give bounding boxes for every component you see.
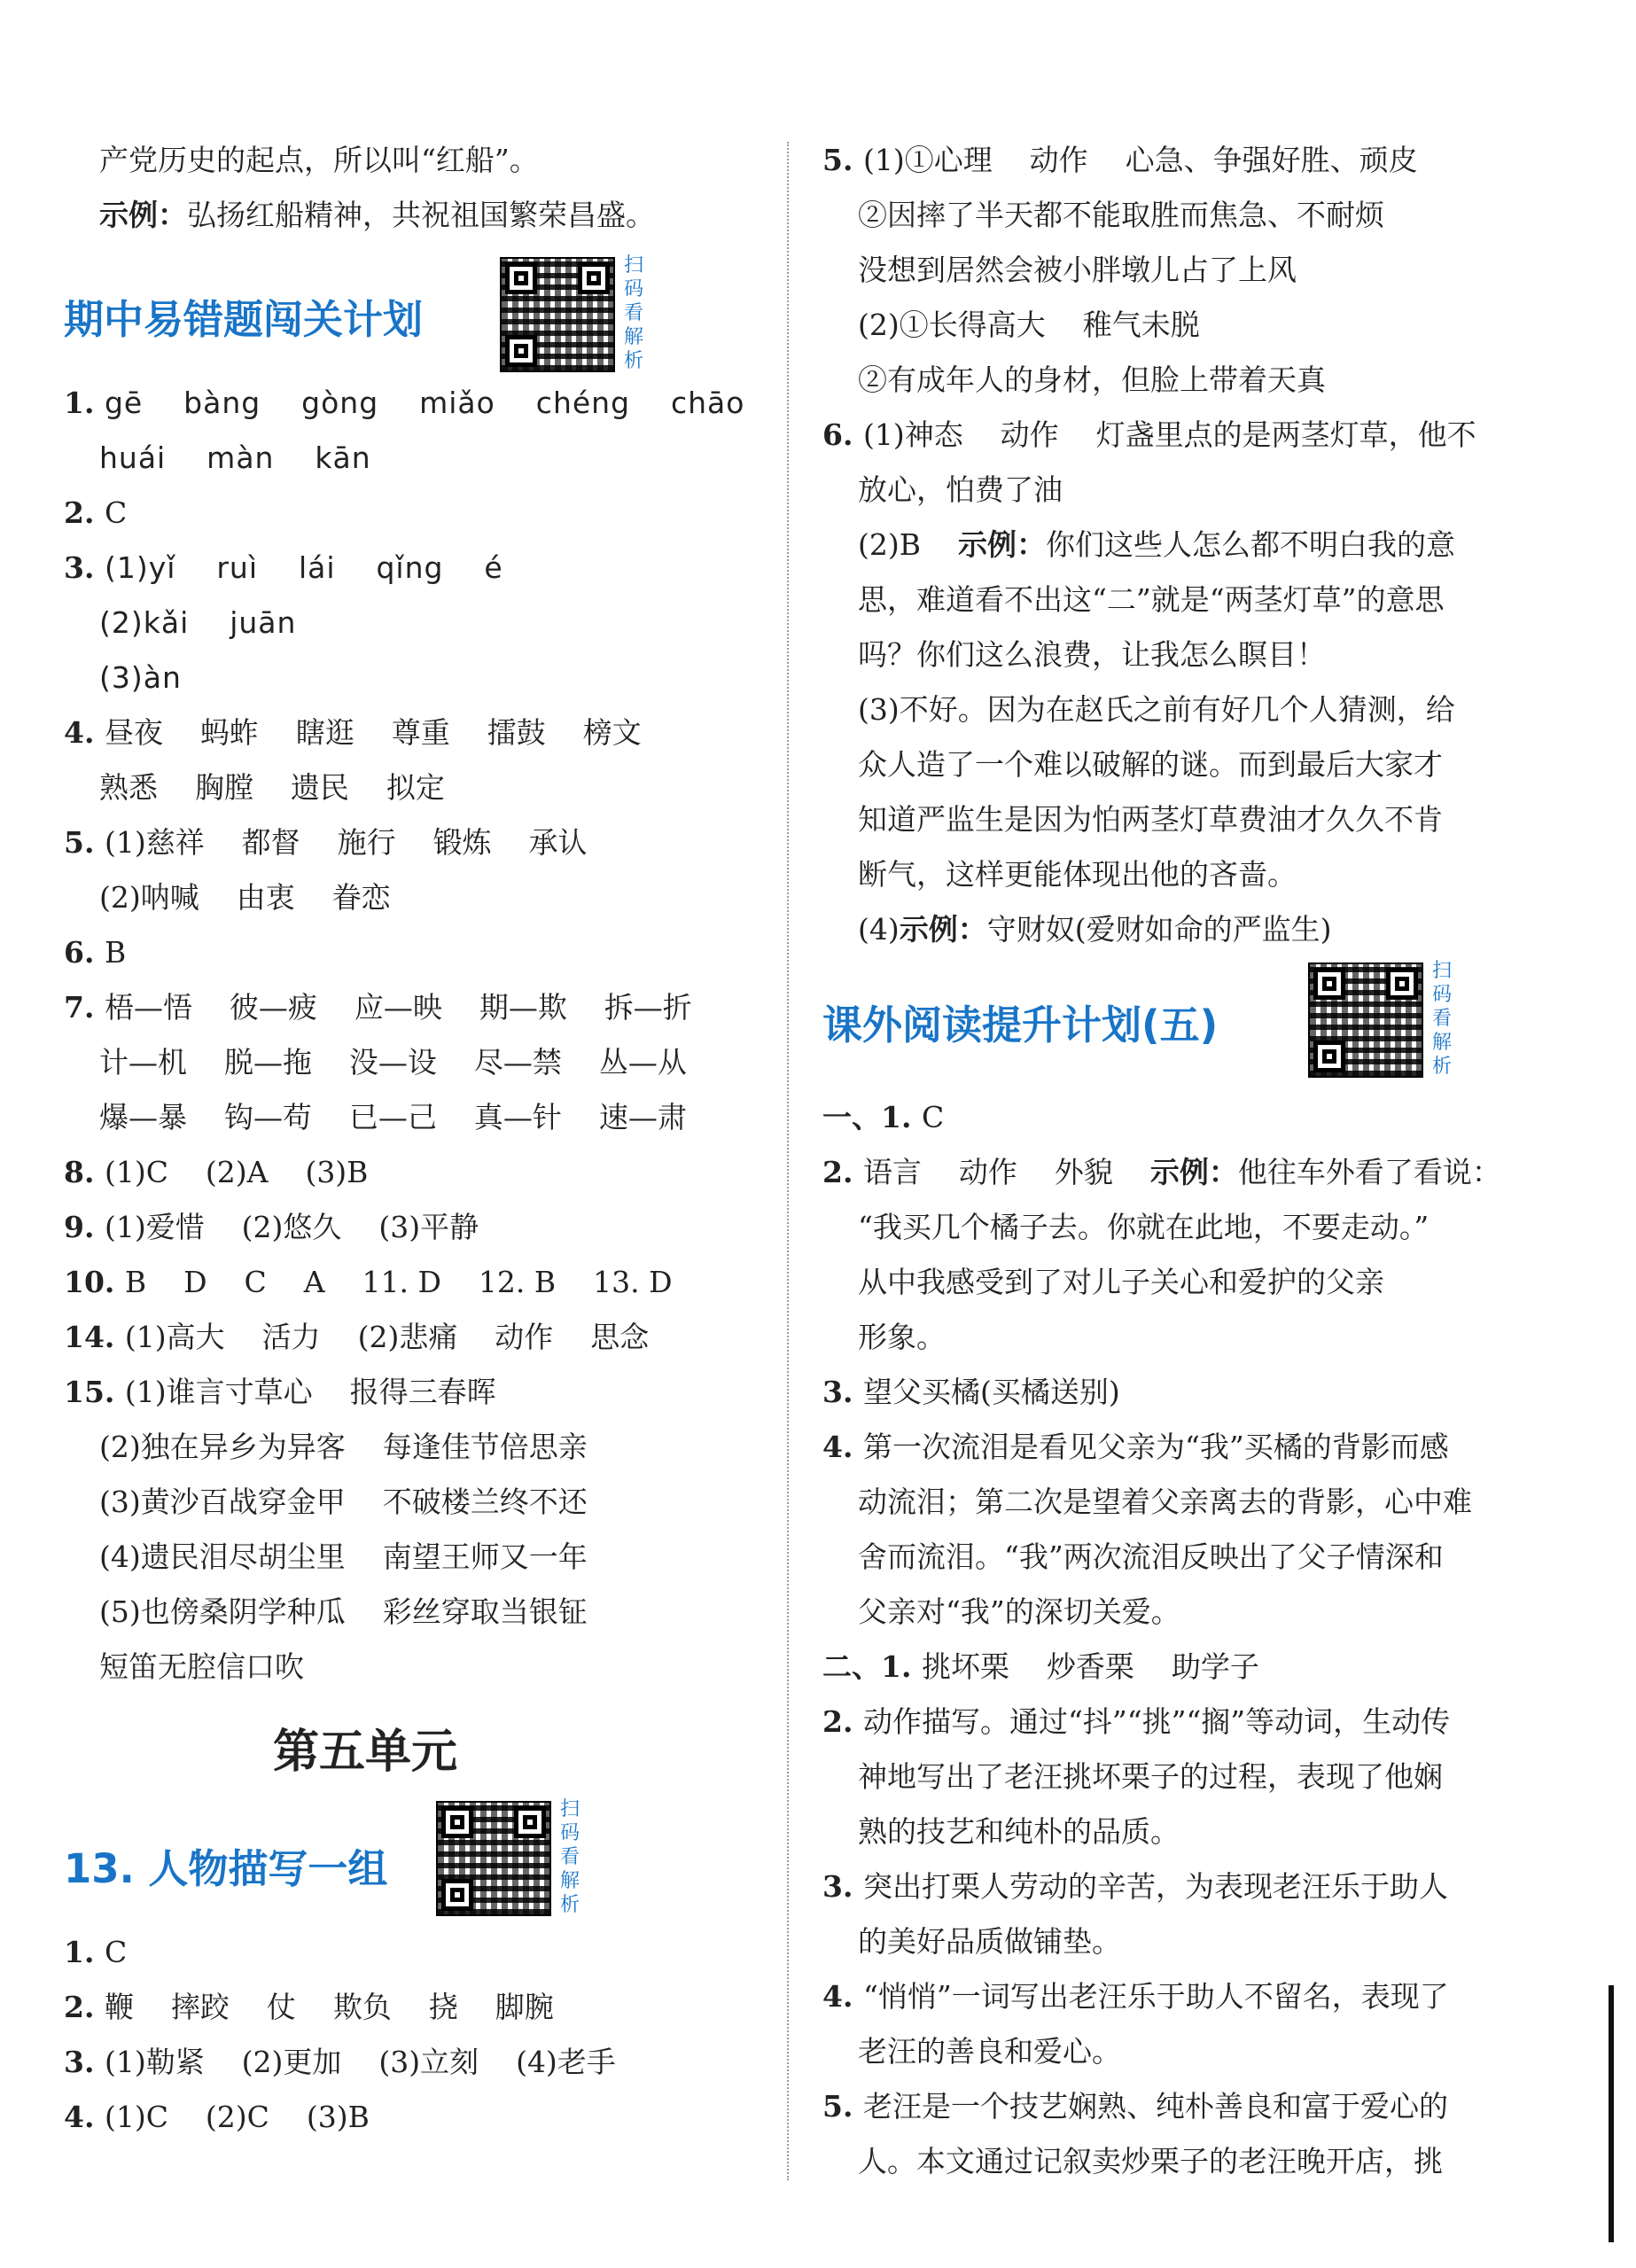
answer-text: gē bàng gòng miǎo chéng chāo [104,386,745,420]
question-number: 3. [64,550,105,585]
scan-label-char: 析 [560,1894,580,1916]
answer-text: ②因摔了半天都不能取胜而焦急、不耐烦 [858,198,1384,232]
answer-text: 昼夜 蚂蚱 瞎逛 尊重 擂鼓 榜文 [104,715,642,750]
answer-line [822,737,1523,792]
answer-text: (3)àn [99,660,182,695]
answer-line [822,1969,1523,2024]
answer-text: 父亲对“我”的深切关爱。 [858,1594,1180,1629]
reading-answers [822,1090,1523,2189]
answer-text: (3)黄沙百战穿金甲 不破楼兰终不还 [99,1485,588,1519]
question-number: 4. [64,2100,105,2134]
answer-text: 舍而流泪。“我”两次流泪反映出了父子情深和 [858,1539,1444,1574]
question-number: 6. [822,417,863,452]
answer-line [822,1530,1523,1585]
scan-label-char: 看 [624,302,644,324]
answer-line [64,651,773,705]
answer-line [822,847,1523,902]
answer-text: 思，难道看不出这“二”就是“两茎灯草”的意思 [858,582,1445,617]
answer-text: B D C A 11. D 12. B 13. D [124,1265,673,1299]
answer-text: 梧—悟 彼—疲 应—映 期—欺 拆—折 [104,990,692,1025]
lesson13-answers [64,1925,773,2145]
answer-text: 望父买橘(买橘送别) [862,1375,1120,1409]
answer-text: 老汪是一个技艺娴熟、纯朴善良和富于爱心的 [862,2089,1448,2124]
answer-text: 形象。 [858,1320,946,1354]
question-number: 2. [64,495,105,530]
answer-text: (2)B [858,527,958,562]
answer-text: 断气，这样更能体现出他的吝啬。 [858,857,1297,892]
left-column [64,133,773,2145]
answer-line [822,408,1523,463]
section-title-midterm: 期中易错题闯关计划 [64,296,424,343]
scan-label-char: 看 [560,1846,580,1868]
midterm-answers [64,376,773,1695]
answer-text: 突出打栗人劳动的辛苦，为表现老汪乐于助人 [862,1869,1448,1904]
section-lesson13-header [64,1798,773,1925]
answer-line [64,1530,773,1585]
answer-text: 第一次流泪是看见父亲为“我”买橘的背影而感 [862,1430,1449,1464]
answer-line [64,1035,773,1090]
answer-line [64,1420,773,1475]
question-number: 3. [64,2045,105,2079]
answer-text: 知道严监生是因为怕两茎灯草费油才久久不肯 [858,802,1443,837]
intro-example-line [64,188,773,243]
answer-line [822,353,1523,408]
question-number: 5. [822,2089,863,2124]
qr-code-icon[interactable] [500,257,615,372]
answer-text: (1)高大 活力 (2)悲痛 动作 思念 [124,1320,650,1354]
scan-label [624,253,647,373]
qr-code-icon[interactable] [436,1801,551,1916]
answer-text: 吗？你们这么浪费，让我怎么瞑目！ [858,637,1326,672]
example-text: 你们这些人怎么都不明白我的意 [1045,527,1455,562]
scan-label-char: 扫 [1432,960,1453,982]
scan-label-char: 扫 [624,254,644,277]
answer-text: 语言 动作 外貌 [862,1155,1150,1189]
question-number: 5. [64,825,105,860]
question-number: 4. [64,715,105,750]
section-title-lesson13: 13. 人物描写一组 [64,1845,388,1892]
example-label: 示例： [1149,1155,1238,1189]
answer-text: (1)勒紧 (2)更加 (3)立刻 (4)老手 [104,2045,616,2079]
answer-line [64,980,773,1035]
answer-text: 从中我感受到了对儿子关心和爱护的父亲 [858,1265,1384,1299]
example-text: 弘扬红船精神，共祝祖国繁荣昌盛。 [187,198,655,232]
answer-line [64,1090,773,1145]
scan-label-char: 扫 [560,1798,580,1820]
scan-label-char: 解 [560,1870,580,1892]
answer-line [822,1090,1523,1145]
answer-text: (2)①长得高大 稚气未脱 [858,308,1200,342]
answer-line [822,243,1523,298]
answer-text: 短笛无腔信口吹 [99,1649,304,1684]
question-number: 2. [64,1990,105,2024]
answer-line [822,298,1523,353]
answer-line [822,1475,1523,1530]
answer-line [64,1255,773,1310]
question-number: 6. [64,935,105,970]
example-text: 守财奴(爱财如命的严监生) [986,912,1332,947]
answer-line [64,2090,773,2145]
answer-line [64,1145,773,1200]
answer-text: 计—机 脱—拖 没—设 尽—禁 丛—从 [99,1045,687,1079]
answer-text: C [104,1935,128,1969]
answer-line [822,1804,1523,1859]
answer-line [822,1695,1523,1750]
answer-text: (2)独在异乡为异客 每逢佳节倍思亲 [99,1430,588,1464]
answer-line [64,1980,773,2035]
answer-line [64,815,773,870]
answer-line [822,1585,1523,1640]
example-label: 示例： [99,198,187,232]
answer-text: (1)C (2)C (3)B [104,2100,370,2134]
answer-line [64,1925,773,1980]
answer-line [64,596,773,651]
intro-line: 产党历史的起点，所以叫“红船”。 [99,143,539,177]
answer-text: 动流泪；第二次是望着父亲离去的背影，心中难 [858,1485,1472,1519]
question-number: 8. [64,1155,105,1189]
answer-text: 放心，怕费了油 [858,472,1063,507]
scan-label [1432,959,1455,1079]
right-column [822,133,1523,2189]
answer-text: (1)①心理 动作 心急、争强好胜、顽皮 [862,143,1418,177]
question-number: 10. [64,1265,125,1299]
answer-line [822,682,1523,737]
answer-text: (4) [858,912,900,947]
answer-line [64,1365,773,1420]
answer-line [64,1585,773,1640]
answer-text: 没想到居然会被小胖墩儿占了上风 [858,253,1297,287]
question-number: 1. [64,1935,105,1969]
answer-line [822,1255,1523,1310]
answer-text: “悄悄”一词写出老汪乐于助人不留名，表现了 [862,1979,1449,2014]
scan-label-char: 析 [624,350,644,372]
scan-label-char: 看 [1432,1008,1453,1030]
answer-text: (3)不好。因为在赵氏之前有好几个人猜测，给 [858,692,1455,727]
scan-label-char: 码 [560,1822,580,1844]
answer-text: 爆—暴 钩—苟 已—己 真—针 速—肃 [99,1100,687,1134]
answer-text: (1)yǐ ruì lái qǐng é [104,550,503,585]
answer-text: 鞭 摔跤 仗 欺负 挠 脚腕 [104,1990,554,2024]
answer-line [64,1475,773,1530]
answer-text: (2)kǎi juān [99,605,297,640]
answer-text: 熟悉 胸膛 遗民 拟定 [99,770,445,805]
answer-line [64,1640,773,1695]
answer-line [822,1914,1523,1969]
answer-line [64,376,773,431]
answer-line [64,2035,773,2090]
column-divider [787,142,789,2180]
answer-line [822,1200,1523,1255]
scan-label-char: 解 [624,326,644,348]
answer-text: 人。本文通过记叙卖炒栗子的老汪晚开店，挑 [858,2144,1443,2178]
answer-line [64,1310,773,1365]
question-number: 2. [822,1704,863,1739]
answer-text: “我买几个橘子去。你就在此地，不要走动。” [858,1210,1430,1244]
answer-line [822,2134,1523,2189]
answer-text: 老汪的善良和爱心。 [858,2034,1121,2069]
answer-line [822,902,1523,957]
answer-text: 众人造了一个难以破解的谜。而到最后大家才 [858,747,1443,782]
answer-line [64,486,773,541]
answer-line [822,627,1523,682]
section-reading-header [822,957,1523,1090]
scan-label [560,1797,583,1917]
answer-line [64,541,773,596]
answer-text: B [104,935,127,970]
question-number: 4. [822,1979,863,2014]
answer-text: (1)爱惜 (2)悠久 (3)平静 [104,1210,479,1244]
question-number: 9. [64,1210,105,1244]
answer-text: C [104,495,128,530]
answer-line [822,188,1523,243]
answer-line [822,1859,1523,1914]
question-number: 4. [822,1430,863,1464]
question-number: 3. [822,1869,863,1904]
answer-text: ②有成年人的身材，但脸上带着天真 [858,362,1326,397]
question-number: 5. [822,143,863,177]
question-number: 二、1. [822,1649,922,1684]
answer-line [822,133,1523,188]
answer-line [822,792,1523,847]
answer-text: (2)呐喊 由衷 眷恋 [99,880,391,915]
example-label: 示例： [899,912,987,947]
answer-text: 挑坏栗 炒香栗 助学子 [921,1649,1259,1684]
unit-title: 第五单元 [272,1725,457,1779]
question-number: 15. [64,1375,125,1409]
answer-line [822,1365,1523,1420]
answer-line [822,1310,1523,1365]
question-number: 1. [64,386,105,420]
scan-label-char: 解 [1432,1032,1453,1054]
scan-label-char: 码 [1432,984,1453,1006]
answer-line [64,925,773,980]
lesson13-answers-continued [822,133,1523,957]
question-number: 7. [64,990,105,1025]
answer-line [64,431,773,486]
scan-label-char: 析 [1432,1056,1453,1078]
question-number: 3. [822,1375,863,1409]
answer-text: C [921,1100,945,1134]
answer-text: (4)遗民泪尽胡尘里 南望王师又一年 [99,1539,588,1574]
answer-line [64,760,773,815]
answer-line [822,2024,1523,2079]
question-number: 2. [822,1155,863,1189]
answer-line [822,1750,1523,1804]
example-text: 他往车外看了看说： [1237,1155,1501,1189]
answer-text: (1)谁言寸草心 报得三春晖 [124,1375,496,1409]
answer-text: (1)神态 动作 灯盏里点的是两茎灯草，他不 [862,417,1476,452]
answer-line [822,1145,1523,1200]
answer-text: (1)慈祥 都督 施行 锻炼 承认 [104,825,588,860]
section-title-reading: 课外阅读提升计划(五) [822,1002,1219,1048]
question-number: 14. [64,1320,125,1354]
answer-line [822,2079,1523,2134]
answer-line [822,463,1523,518]
answer-text: (5)也傍桑阴学种瓜 彩丝穿取当银钲 [99,1594,588,1629]
answer-line [64,870,773,925]
answer-line [822,1420,1523,1475]
answer-text: 的美好品质做铺垫。 [858,1924,1121,1959]
answer-line [822,1640,1523,1695]
answer-text: (1)C (2)A (3)B [104,1155,369,1189]
qr-code-icon[interactable] [1308,963,1423,1078]
answer-text: 动作描写。通过“抖”“挑”“搁”等动词，生动传 [862,1704,1451,1739]
page-edge-bar [1609,1985,1614,2242]
answer-text: 熟的技艺和纯朴的品质。 [858,1814,1180,1849]
answer-line [64,1200,773,1255]
section-midterm-header [64,243,773,376]
answer-line [64,705,773,760]
answer-text: huái màn kān [99,440,371,475]
scan-label-char: 码 [624,278,644,300]
question-number: 一、1. [822,1100,922,1134]
answer-text: 神地写出了老汪挑坏栗子的过程，表现了他娴 [858,1759,1443,1794]
answer-line [822,573,1523,627]
example-label: 示例： [957,527,1046,562]
answer-line [822,518,1523,573]
